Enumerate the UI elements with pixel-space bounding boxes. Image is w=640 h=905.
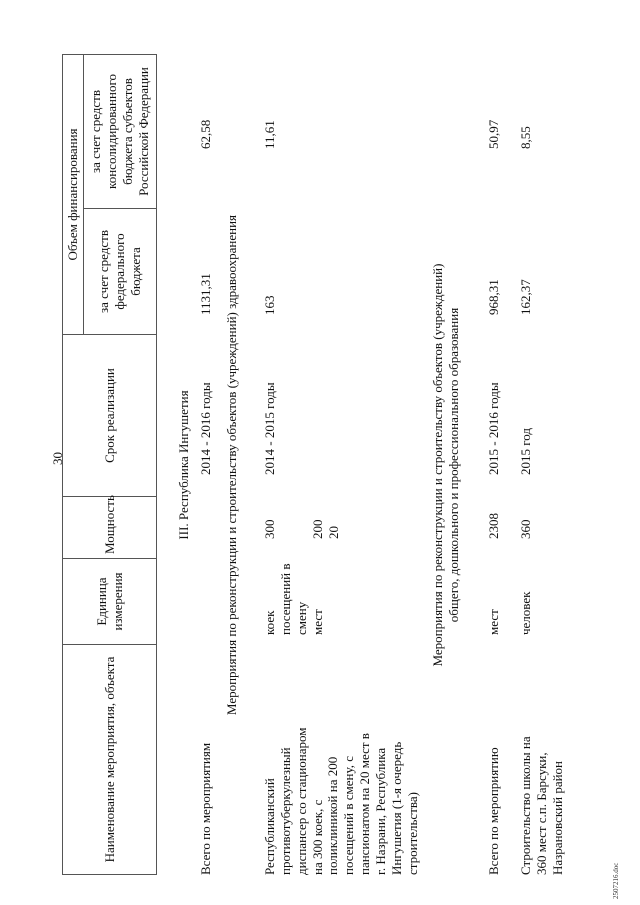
row-name: Всего по мероприятию: [486, 747, 501, 875]
capacity-2: 200: [309, 519, 325, 539]
header-unit: Единица измерения: [63, 559, 157, 645]
row-regional: 11,61: [262, 120, 277, 149]
section-education-title-line2: общего, дошкольного и профессионального образования: [445, 307, 461, 623]
section-education-title-line1: Мероприятия по реконструкции и строительству объектов (учреждений): [430, 263, 445, 667]
footer-code: 2507216.doc: [612, 862, 620, 899]
row-capacity: 2308: [486, 513, 501, 539]
row-unit: человек: [518, 591, 533, 635]
header-capacity: Мощность: [63, 497, 157, 559]
row-federal: 163: [262, 295, 277, 315]
table-header: [62, 54, 157, 875]
row-term: 2015 - 2016 годы: [486, 382, 501, 475]
capacity-3: 20: [325, 526, 341, 539]
row-unit: мест: [486, 609, 501, 635]
row-term: 2014 - 2015 годы: [262, 382, 277, 475]
region-title: III. Республика Ингушетия: [176, 390, 191, 540]
capacity-1: 300: [262, 519, 277, 539]
row-term: 2015 год: [518, 428, 533, 475]
row-term: 2014 - 2016 годы: [198, 382, 213, 475]
header-regional: за счет средств консолидированного бюджета субъектов Российской Федерации: [84, 54, 157, 208]
row-federal: 1131,31: [198, 273, 213, 315]
unit-3: мест: [309, 609, 325, 635]
row-regional: 8,55: [518, 126, 533, 149]
row-name: Строительство школы на 360 мест с.п. Барсуки, Назрановский район: [518, 736, 565, 875]
row-federal: 162,37: [518, 279, 533, 315]
row-unit: [262, 543, 325, 635]
section-education-title: [430, 55, 462, 875]
section-health-title: Мероприятия по реконструкции и строительству объектов (учреждений) здравоохранения: [224, 214, 239, 716]
page-number: 30: [50, 452, 65, 465]
header-term: Срок реализации: [63, 335, 157, 497]
row-regional: 62,58: [198, 119, 213, 149]
row-name: Республиканский противотуберкулезный диспансер со стационаром на 300 коек, с поликлиникой на 200 посещений в смену, с пансионатом на 20 мест в г. Назрани, Республика Ингушетия (1-я очередь строительства): [262, 727, 420, 875]
row-capacity: [262, 479, 342, 539]
row-capacity: 360: [518, 519, 533, 539]
row-federal: 968,31: [486, 279, 501, 315]
header-name: Наименование мероприятия, объекта: [63, 645, 157, 875]
header-funding: Объем финансирования: [63, 54, 84, 334]
unit-1: коек: [262, 610, 277, 635]
header-federal: за счет средств федерального бюджета: [84, 209, 157, 335]
row-regional: 50,97: [486, 119, 501, 149]
row-name: Всего по мероприятиям: [198, 742, 213, 875]
unit-2: посещений в смену: [277, 563, 309, 635]
